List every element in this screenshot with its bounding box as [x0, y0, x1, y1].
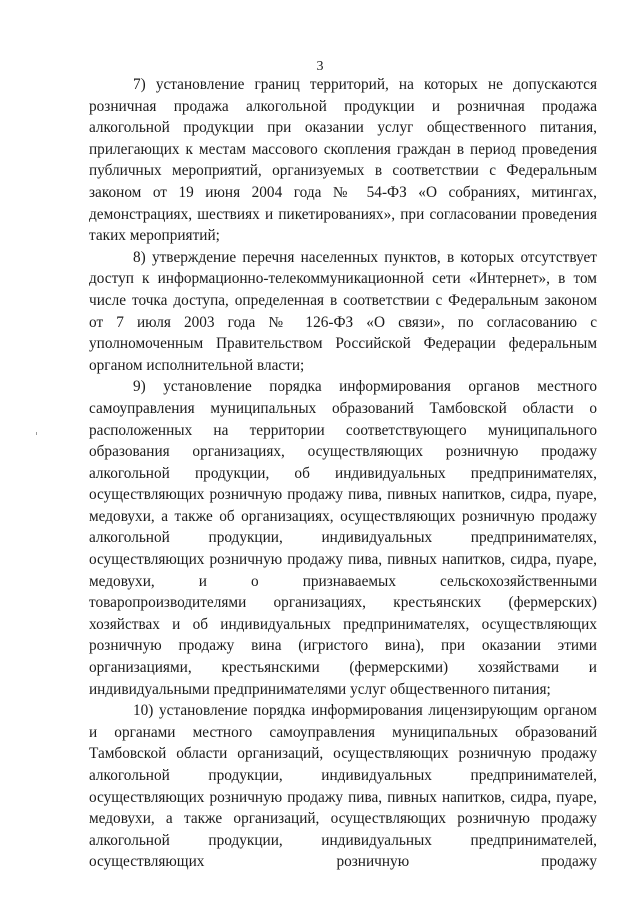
paragraph-item-10: 10) установление порядка информирования лицензирующим органом и органами местного самоуправления муниципальных образований Тамбовской области организаций, осуществляющих розничную продажу алкогольной продукции, индивидуальных предпринимателей, осуществляющих розничную продажу пива, пивных напитков, сидра, пуаре, медовухи, а также организаций, осуществляющих розничную продажу алкогольной продукции, индивидуальных предпринимателей, осуществляющих розничную продажу [89, 702, 597, 871]
document-body [89, 74, 597, 873]
scan-artifact-mark [36, 432, 37, 435]
paragraph-item-8: 8) утверждение перечня населенных пунктов, в которых отсутствует доступ к информационно-телекоммуникационной сети «Интернет», в том числе точка доступа, определенная в соответствии с Федеральным законом от 7 июля 2003 года № 126-ФЗ «О связи», по согласованию с уполномоченным Правительством Российской Федерации федеральным органом исполнительной власти; [89, 248, 597, 374]
paragraph-item-7: 7) установление границ территорий, на которых не допускаются розничная продажа алкогольной продукции и розничная продажа алкогольной продукции при оказании услуг общественного питания, прилегающих к местам массового скопления граждан в период проведения публичных мероприятий, организуемых в соответствии с Федеральным законом от 19 июня 2004 года № 54-ФЗ «О собраниях, митингах, демонстрациях, шествиях и пикетированиях», при согласовании проведения таких мероприятий; [89, 76, 597, 245]
page-number: 3 [316, 59, 324, 74]
paragraph-item-9: 9) установление порядка информирования органов местного самоуправления муниципальных образований Тамбовской области о расположенных на территории соответствующего муниципального образования организациях, осуществляющих розничную продажу алкогольной продукции, об индивидуальных предпринимателях, осуществляющих розничную продажу пива, пивных напитков, сидра, пуаре, медовухи, а также об организациях, осуществляющих розничную продажу алкогольной продукции, индивидуальных предпринимателях, осуществляющих розничную продажу пива, пивных напитков, сидра, пуаре, медовухи, и о признаваемых сельскохозяйственными товаропроизводителями организациях, крестьянских (фермерских) хозяйствах и об индивидуальных предпринимателях, осуществляющих розничную продажу вина (игристого вина), при оказании этими организациями, крестьянскими (фермерскими) хозяйствами и индивидуальными предпринимателями услуг общественного питания; [89, 378, 597, 698]
